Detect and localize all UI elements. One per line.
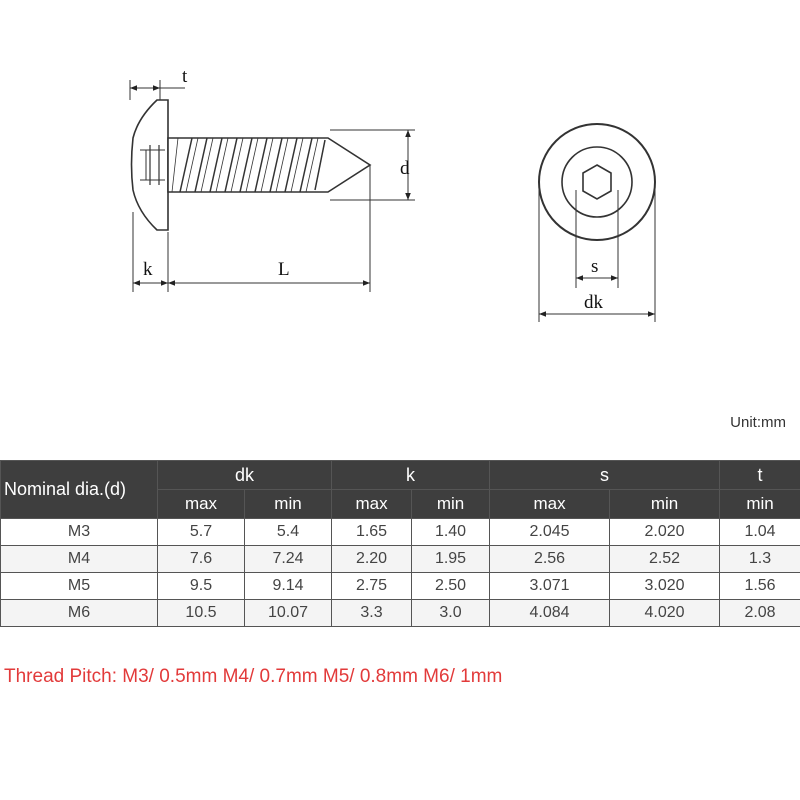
label-d: d [400,158,410,179]
group-header-t: t [720,461,800,490]
group-header-k: k [332,461,490,490]
subheader-t-min: min [720,490,800,519]
value-cell: 9.5 [158,573,245,600]
subheader-dk-max: max [158,490,245,519]
screw-side-view [132,100,371,230]
value-cell: 9.14 [245,573,332,600]
size-cell: M6 [1,600,158,627]
nominal-dia-header: Nominal dia.(d) [1,461,158,519]
label-t: t [182,66,188,87]
value-cell: 1.65 [332,519,412,546]
value-cell: 7.24 [245,546,332,573]
value-cell: 2.20 [332,546,412,573]
value-cell: 10.07 [245,600,332,627]
label-s: s [591,256,599,277]
value-cell: 3.071 [490,573,610,600]
size-cell: M3 [1,519,158,546]
value-cell: 1.56 [720,573,800,600]
size-cell: M4 [1,546,158,573]
value-cell: 7.6 [158,546,245,573]
value-cell: 2.045 [490,519,610,546]
head-inner-circle [562,147,632,217]
head-outer-circle [539,124,655,240]
value-cell: 2.75 [332,573,412,600]
label-k: k [143,259,153,280]
value-cell: 2.50 [412,573,490,600]
table-row [1,600,800,627]
value-cell: 10.5 [158,600,245,627]
value-cell: 2.52 [610,546,720,573]
value-cell: 1.04 [720,519,800,546]
table-group-header-row [1,461,800,490]
screw-shank-outline [168,138,370,192]
value-cell: 5.7 [158,519,245,546]
value-cell: 3.0 [412,600,490,627]
subheader-k-max: max [332,490,412,519]
subheader-dk-min: min [245,490,332,519]
value-cell: 3.3 [332,600,412,627]
value-cell: 4.020 [610,600,720,627]
screw-top-view [539,124,655,240]
size-cell: M5 [1,573,158,600]
subheader-s-max: max [490,490,610,519]
subheader-s-min: min [610,490,720,519]
value-cell: 5.4 [245,519,332,546]
dimension-spec-table [0,460,800,627]
value-cell: 2.08 [720,600,800,627]
thread-pitch-note: Thread Pitch: M3/ 0.5mm M4/ 0.7mm M5/ 0.8mm M6/ 1mm [4,666,503,687]
group-header-dk: dk [158,461,332,490]
value-cell: 4.084 [490,600,610,627]
value-cell: 1.40 [412,519,490,546]
unit-label: Unit:mm [730,414,786,431]
value-cell: 2.56 [490,546,610,573]
value-cell: 1.95 [412,546,490,573]
group-header-s: s [490,461,720,490]
label-dk: dk [584,292,603,313]
value-cell: 2.020 [610,519,720,546]
table-row [1,546,800,573]
hex-socket [583,165,611,199]
table-row [1,573,800,600]
dimension-t [130,80,185,100]
subheader-k-min: min [412,490,490,519]
label-L: L [278,259,290,280]
value-cell: 3.020 [610,573,720,600]
value-cell: 1.3 [720,546,800,573]
table-row [1,519,800,546]
